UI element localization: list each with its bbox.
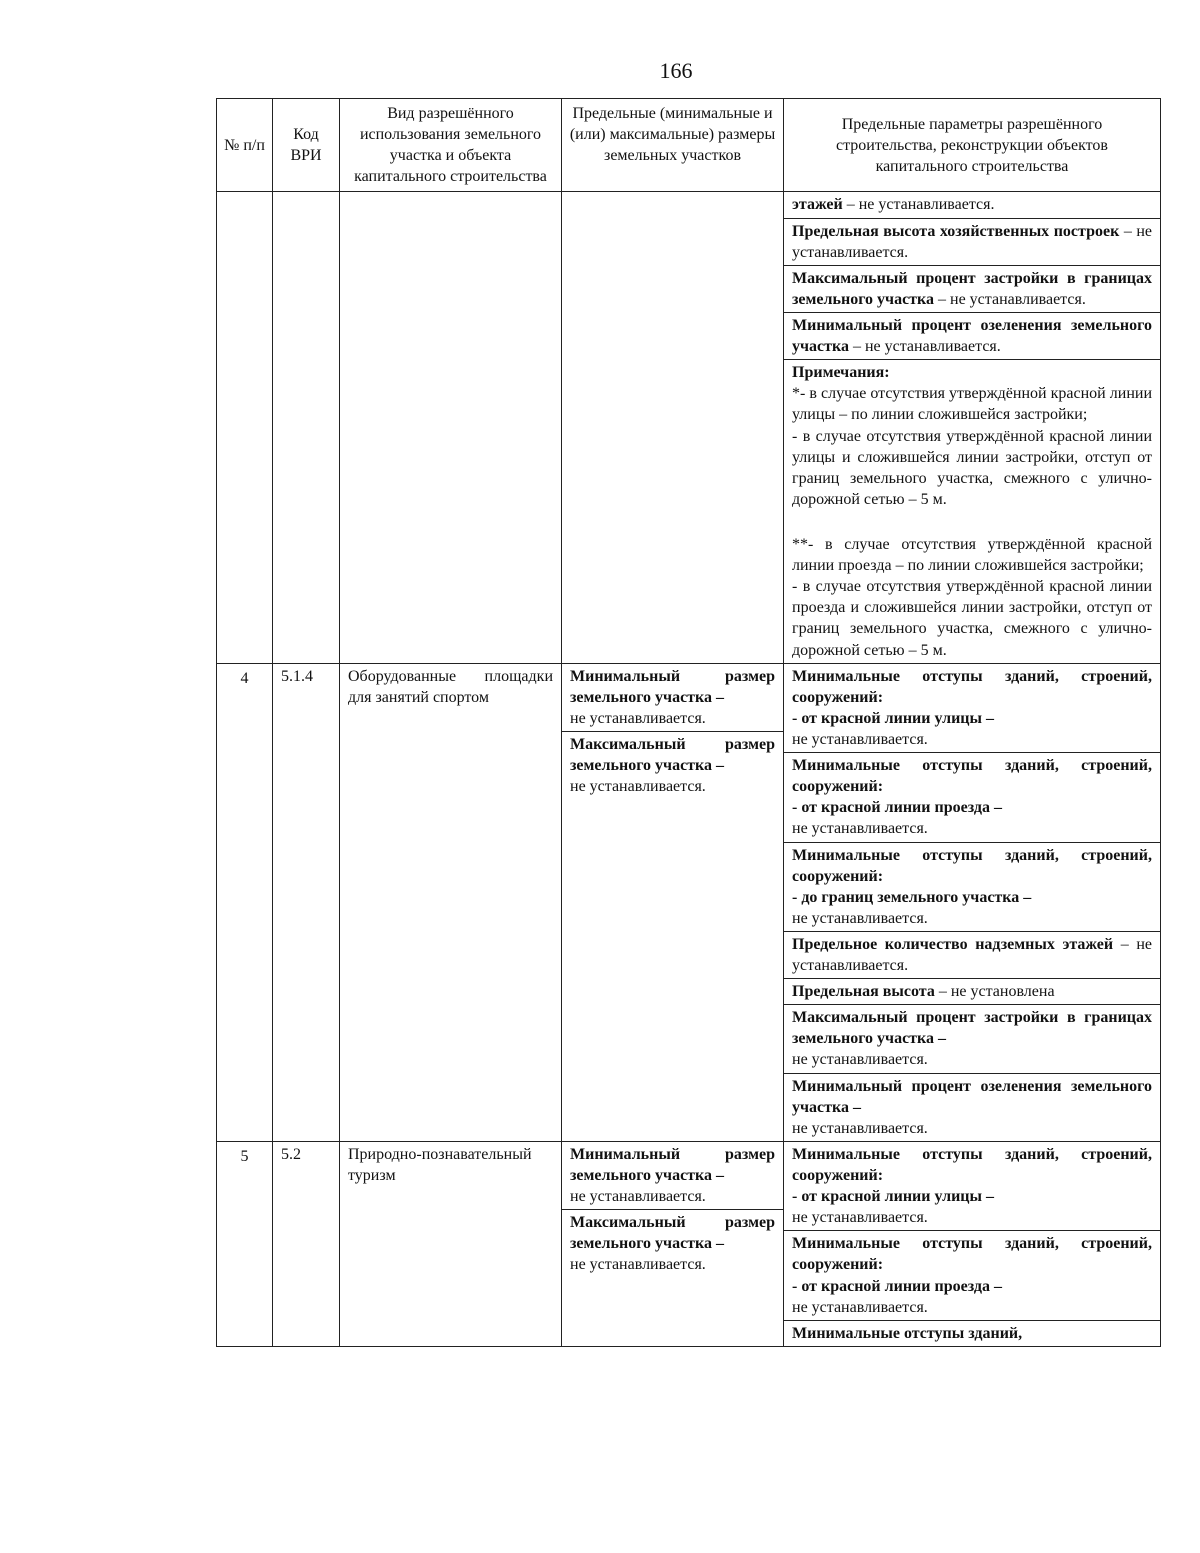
param-floors: Предельное количество надземных этажей – не устанавливается. xyxy=(784,932,1160,979)
header-code: Код ВРИ xyxy=(273,99,340,192)
param-setback-passage: Минимальные отступы зданий, строений, сооружений: - от красной линии проезда – не устанавливается. xyxy=(784,1231,1160,1320)
param-setback-border: Минимальные отступы зданий, строений, сооружений: - до границ земельного участка – не устанавливается. xyxy=(784,843,1160,932)
cell-kind: Оборудованные площадки для занятий спортом xyxy=(340,663,562,1141)
header-no: № п/п xyxy=(217,99,273,192)
table-row-continued xyxy=(217,192,1161,663)
size-max: Максимальный размер земельного участка – не устанавливается. xyxy=(570,1214,775,1274)
header-params: Предельные параметры разрешённого строительства, реконструкции объектов капитального строительства xyxy=(784,99,1161,192)
param-setback-street: Минимальные отступы зданий, строений, сооружений: - от красной линии улицы – не устанавливается. xyxy=(784,1142,1160,1231)
note-1: *- в случае отсутствия утверждённой красной линии улицы – по линии сложившейся застройки; xyxy=(792,385,1152,424)
param-max-coverage: Максимальный процент застройки в границах земельного участка – не устанавливается. xyxy=(784,1005,1160,1073)
cell-params xyxy=(784,663,1161,1141)
notes-gap xyxy=(792,510,1152,534)
cell-code: 5.1.4 xyxy=(273,663,340,1141)
param-setback-street: Минимальные отступы зданий, строений, сооружений: - от красной линии улицы – не устанавливается. xyxy=(784,664,1160,753)
param-height: Предельная высота – не установлена xyxy=(784,979,1160,1005)
size-max: Максимальный размер земельного участка – не устанавливается. xyxy=(570,735,775,796)
table-header-row xyxy=(217,99,1161,192)
size-min: Минимальный размер земельного участка – не устанавливается. xyxy=(562,664,783,732)
zoning-table xyxy=(216,98,1161,1347)
cell-code: 5.2 xyxy=(273,1141,340,1346)
cell-params xyxy=(784,192,1161,663)
size-min: Минимальный размер земельного участка – не устанавливается. xyxy=(562,1142,783,1210)
notes-block xyxy=(784,360,1160,662)
cell-kind xyxy=(340,192,562,663)
table-row xyxy=(217,1141,1161,1346)
note-3: **- в случае отсутствия утверждённой красной линии проезда – по линии сложившейся застройки; xyxy=(792,535,1152,575)
note-4: - в случае отсутствия утверждённой красной линии проезда и сложившейся линии застройки, отступ от границ земельного участка, смежного с улично-дорожной сетью – 5 м. xyxy=(792,578,1152,659)
table-row xyxy=(217,663,1161,1141)
param-floors: этажей – не устанавливается. xyxy=(784,192,1160,218)
cell-no xyxy=(217,192,273,663)
cell-no: 5 xyxy=(217,1141,273,1346)
header-kind: Вид разрешённого использования земельного участка и объекта капитального строительства xyxy=(340,99,562,192)
notes-title: Примечания: xyxy=(792,364,890,382)
cell-code xyxy=(273,192,340,663)
note-2: - в случае отсутствия утверждённой красной линии улицы и сложившейся линии застройки, отступ от границ земельного участка, смежного с улично-дорожной сетью – 5 м. xyxy=(792,427,1152,508)
cell-kind: Природно-познавательный туризм xyxy=(340,1141,562,1346)
header-size: Предельные (минимальные и (или) максимальные) размеры земельных участков xyxy=(562,99,784,192)
param-outbuilding-height: Предельная высота хозяйственных построек – не устанавливается. xyxy=(784,219,1160,266)
param-min-greenery: Минимальный процент озеленения земельного участка – не устанавливается. xyxy=(784,313,1160,360)
param-min-greenery: Минимальный процент озеленения земельного участка – не устанавливается. xyxy=(792,1077,1152,1137)
cell-size xyxy=(562,1141,784,1346)
cell-no: 4 xyxy=(217,663,273,1141)
param-setback-passage: Минимальные отступы зданий, строений, сооружений: - от красной линии проезда – не устанавливается. xyxy=(784,753,1160,842)
page-number: 166 xyxy=(659,58,693,83)
cell-params xyxy=(784,1141,1161,1346)
param-max-coverage: Максимальный процент застройки в границах земельного участка – не устанавливается. xyxy=(784,266,1160,313)
cell-size xyxy=(562,663,784,1141)
cell-size xyxy=(562,192,784,663)
param-setback-partial: Минимальные отступы зданий, xyxy=(792,1324,1023,1342)
